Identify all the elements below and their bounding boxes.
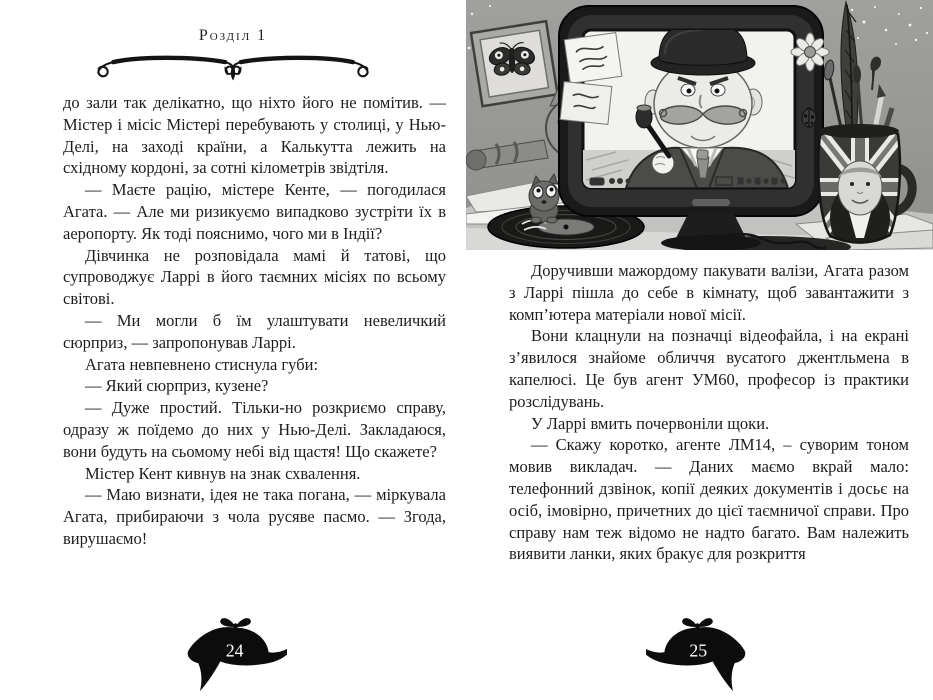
page-number-hat-left	[179, 614, 287, 692]
page-left	[0, 0, 466, 700]
paragraph: Агата невпевнено стиснула губи:	[85, 354, 319, 374]
butterfly-frame	[471, 21, 558, 106]
paragraph: до зали так делікатно, що ніхто його не помітив. — Містер і місіс Містері перебувають у столиці, у Нью-Делі, на заході країни, а Калькутта лежить на східному кордоні, за сотні кілометрів звідтіля.	[63, 93, 446, 178]
paragraph: — Дуже простий. Тільки-но розкриємо справу, одразу ж поїдемо до них у Нью-Делі. Закладаюся, вони будуть на сьомому небі від щастя! Що скажете?	[63, 398, 446, 461]
paragraph: Містер Кент кивнув на знак схвалення.	[85, 463, 361, 483]
paragraph: У Ларрі вмить почервоніли щоки.	[531, 413, 770, 433]
paragraph: — Маю визнати, ідея не така погана, — міркувала Агата, прибираючи з чола русяве пасмо. — Згода, вирушаємо!	[63, 485, 446, 548]
chapter-title: Розділ 1	[198, 27, 268, 44]
left-text-column	[63, 92, 446, 550]
paragraph: Дівчинка не розповідала мамі й татові, що супроводжує Ларрі в його таємних місіях по всьому світові.	[63, 245, 446, 309]
flourish-divider-icon	[88, 49, 378, 83]
page-number: 24	[225, 640, 244, 661]
paragraph: — Ми могли б їм улаштувати невеличкий сюрприз, — запропонував Ларрі.	[63, 310, 446, 352]
sticky-note-2	[560, 82, 612, 125]
detective-hat-icon	[646, 614, 754, 692]
detective-hat-icon	[179, 614, 287, 692]
illustration-tv-scene	[466, 0, 933, 250]
paragraph: Доручивши мажордому пакувати валізи, Агата разом з Ларрі пішла до себе в кімнату, щоб завантажити з комп’ютера матеріали нової місії.	[509, 261, 909, 324]
page-right	[466, 0, 933, 700]
paragraph: — Який сюрприз, кузене?	[85, 376, 269, 396]
sticky-note-1	[564, 33, 622, 84]
paragraph: — Скажу коротко, агенте ЛМ14, – суворим тоном мовив викладач. — Даних маємо вкрай мало: телефонний дзвінок, копії деяких документів і досьє на осіб, імовірно, причетних до цієї таємничої справи. Про справу нам теж відомо не надто багато. Вам належить виявити ланки, яких бракує для розкриття	[509, 435, 909, 564]
paragraph: Вони клацнули на позначці відеофайла, і на екрані з’явилося знайоме обличчя вусатого джентльмена в капелюсі. Це був агент УМ60, професор із практики розслідувань.	[509, 326, 909, 411]
paragraph: — Маєте рацію, містере Кенте, — погодилася Агата. — Але ми ризикуємо випадково зустріти їх в аеропорту. Як тоді пояснимо, чого ми в Індії?	[63, 180, 446, 243]
kitten	[529, 174, 559, 223]
page-number: 25	[688, 640, 707, 661]
right-text-column	[509, 260, 909, 565]
page-number-hat-right	[646, 614, 754, 692]
